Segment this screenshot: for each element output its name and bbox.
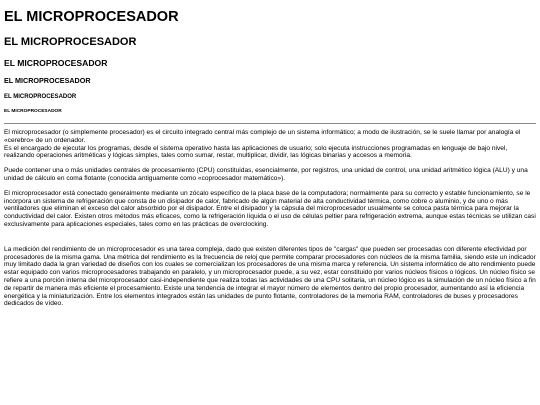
paragraph-components: Puede contener una o más unidades centrales de procesamiento (CPU) constituidas, esencialmente, por registros, una unidad de control, una unidad aritmético lógica (ALU) y una unidad de cálculo en coma flotante (conocida antiguamente como «coprocesador matemático»).: [4, 167, 528, 182]
heading-level-3: EL MICROPROCESADOR: [4, 58, 108, 68]
heading-level-2: EL MICROPROCESADOR: [4, 36, 137, 48]
heading-level-6: EL MICROPROCESADOR: [4, 109, 62, 114]
paragraph-function: Es el encargado de ejecutar los programas, desde el sistema operativo hasta las aplicaciones de usuario; solo ejecuta instrucciones programadas en lenguaje de bajo nivel, realizando operaciones aritméticas y lógicas simples, tales como sumar, restar, multiplicar, dividir, las lógicas binarias y accesos a memoria.: [4, 144, 508, 160]
paragraph-performance: La medición del rendimiento de un microprocesador es una tarea compleja, dado que existen diferentes tipos de "cargas" que pueden ser procesadas con diferente efectividad por procesadores de la misma gama. Una métrica del rendimiento es la frecuencia de reloj que permite comparar procesadores con núcleos de la misma familia, siendo este un indicador muy limitado dada la gran variedad de diseños con los cuales se comercializan los procesadores de una misma marca y referencia. Un sistema informático de alto rendimiento puede estar equipado con varios microprocesadores trabajando en paralelo, y un microprocesador puede, a su vez, estar constituido por varios núcleos físicos o lógicos. Un núcleo físico se refiere a una porción interna del microprocesador casi-independiente que realiza todas las actividades de una CPU solitaria, un núcleo lógico es la simulación de un núcleo físico a fin de repartir de manera más eficiente el procesamiento. Existe una tendencia de integrar el mayor número de elementos dentro del propio procesador, aumentando así la eficiencia energética y la miniaturización. Entre los elementos integrados están las unidades de punto flotante, controladores de la memoria RAM, controladores de buses y procesadores dedicados de vídeo.: [4, 245, 536, 308]
heading-level-1: EL MICROPROCESADOR: [4, 9, 179, 25]
horizontal-divider: [4, 123, 536, 124]
paragraph-intro: El microprocesador (o simplemente procesador) es el circuito integrado central más complejo de un sistema informático; a modo de ilustración, se le suele llamar por analogía el «cerebro» de un ordenador.: [4, 129, 521, 144]
heading-level-5: EL MICROPROCESADOR: [4, 94, 77, 100]
paragraph-cooling: El microprocesador está conectado generalmente mediante un zócalo específico de la placa base de la computadora; normalmente para su correcto y estable funcionamiento, se le incorpora un sistema de refrigeración que consta de un disipador de calor, fabricado de algún material de alta conductividad térmica, como cobre o aluminio, y de uno o más ventiladores que eliminan el exceso del calor absorbido por el disipador. Entre el disipador y la cápsula del microprocesador usualmente se coloca pasta térmica para mejorar la conductividad del calor. Existen otros métodos más eficaces, como la refrigeración líquida o el uso de células peltier para refrigeración extrema, aunque estas técnicas se utilizan casi exclusivamente para aplicaciones especiales, tales como en las prácticas de overclocking.: [4, 189, 536, 228]
heading-level-4: EL MICROPROCESADOR: [4, 76, 91, 85]
